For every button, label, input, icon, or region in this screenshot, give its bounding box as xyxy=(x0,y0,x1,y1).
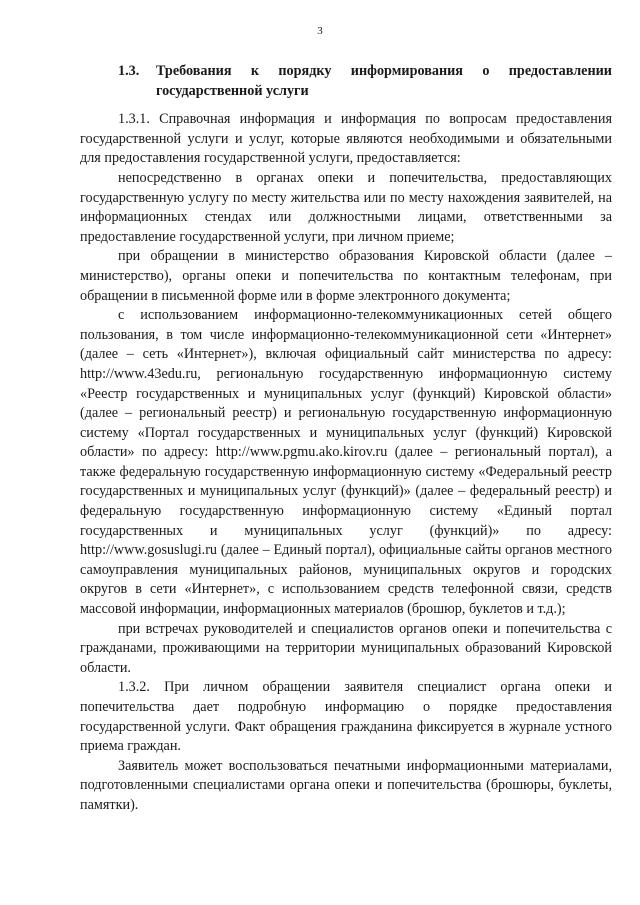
section-title: Требования к порядку информирования о предоставлении государственной услуги xyxy=(156,63,612,99)
paragraph-1-3-2: 1.3.2. При личном обращении заявителя специалист органа опеки и попечительства дает подробную информацию о порядке предоставления государственной услуги. Факт обращения гражданина фиксируется в журнале устного приема граждан. xyxy=(80,679,612,755)
section-heading xyxy=(80,62,612,101)
section-number: 1.3. xyxy=(118,63,140,79)
page-number: 3 xyxy=(317,25,323,37)
document-body xyxy=(80,62,612,816)
paragraph-in-person: непосредственно в органах опеки и попечительства, предоставляющих государственную услугу по месту жительства или по месту нахождения заявителей, на информационных стендах или должностными лицами, ответственными за предоставление государственной услуги, при личном приеме; xyxy=(80,169,612,245)
paragraph-meetings: при встречах руководителей и специалистов органов опеки и попечительства с гражданами, проживающими на территории муниципальных образований Кировской области. xyxy=(80,620,612,676)
paragraph-ministry-contact: при обращении в министерство образования Кировской области (далее – министерство), органы опеки и попечительства по контактным телефонам, при обращении в письменной форме или в форме электронного документа; xyxy=(80,248,612,304)
paragraph-printed-materials: Заявитель может воспользоваться печатными информационными материалами, подготовленными специалистами органа опеки и попечительства (брошюры, буклеты, памятки). xyxy=(80,757,612,813)
paragraph-1-3-1: 1.3.1. Справочная информация и информация по вопросам предоставления государственной услуги и услуг, которые являются необходимыми и обязательными для предоставления государственной услуги, предоставляется: xyxy=(80,111,612,167)
paragraph-internet: с использованием информационно-телекоммуникационных сетей общего пользования, в том числе информационно-телекоммуникационной сети «Интернет» (далее – сеть «Интернет»), включая официальный сайт министерства по адресу: http://www.43edu.ru, региональную государственную информационную систему «Реестр государственных и муниципальных услуг (функций) Кировской области» (далее – региональный реестр) и региональную государственную информационную систему «Портал государственных и муниципальных услуг (функций) Кировской области» по адресу: http://www.pgmu.ako.kirov.ru (далее – региональный портал), а также федеральную государственную информационную систему «Федеральный реестр государственных и муниципальных услуг (функций)» (далее – федеральный реестр) и федеральную государственную информационную систему «Единый портал государственных и муниципальных услуг (функций)» по адресу: http://www.gosuslugi.ru (далее – Единый портал), официальные сайты органов местного самоуправления муниципальных районов, муниципальных округов и городских округов в сети «Интернет», с использованием средств телефонной связи, средств массовой информации, информационных материалов (брошюр, буклетов и т.д.); xyxy=(80,307,612,618)
